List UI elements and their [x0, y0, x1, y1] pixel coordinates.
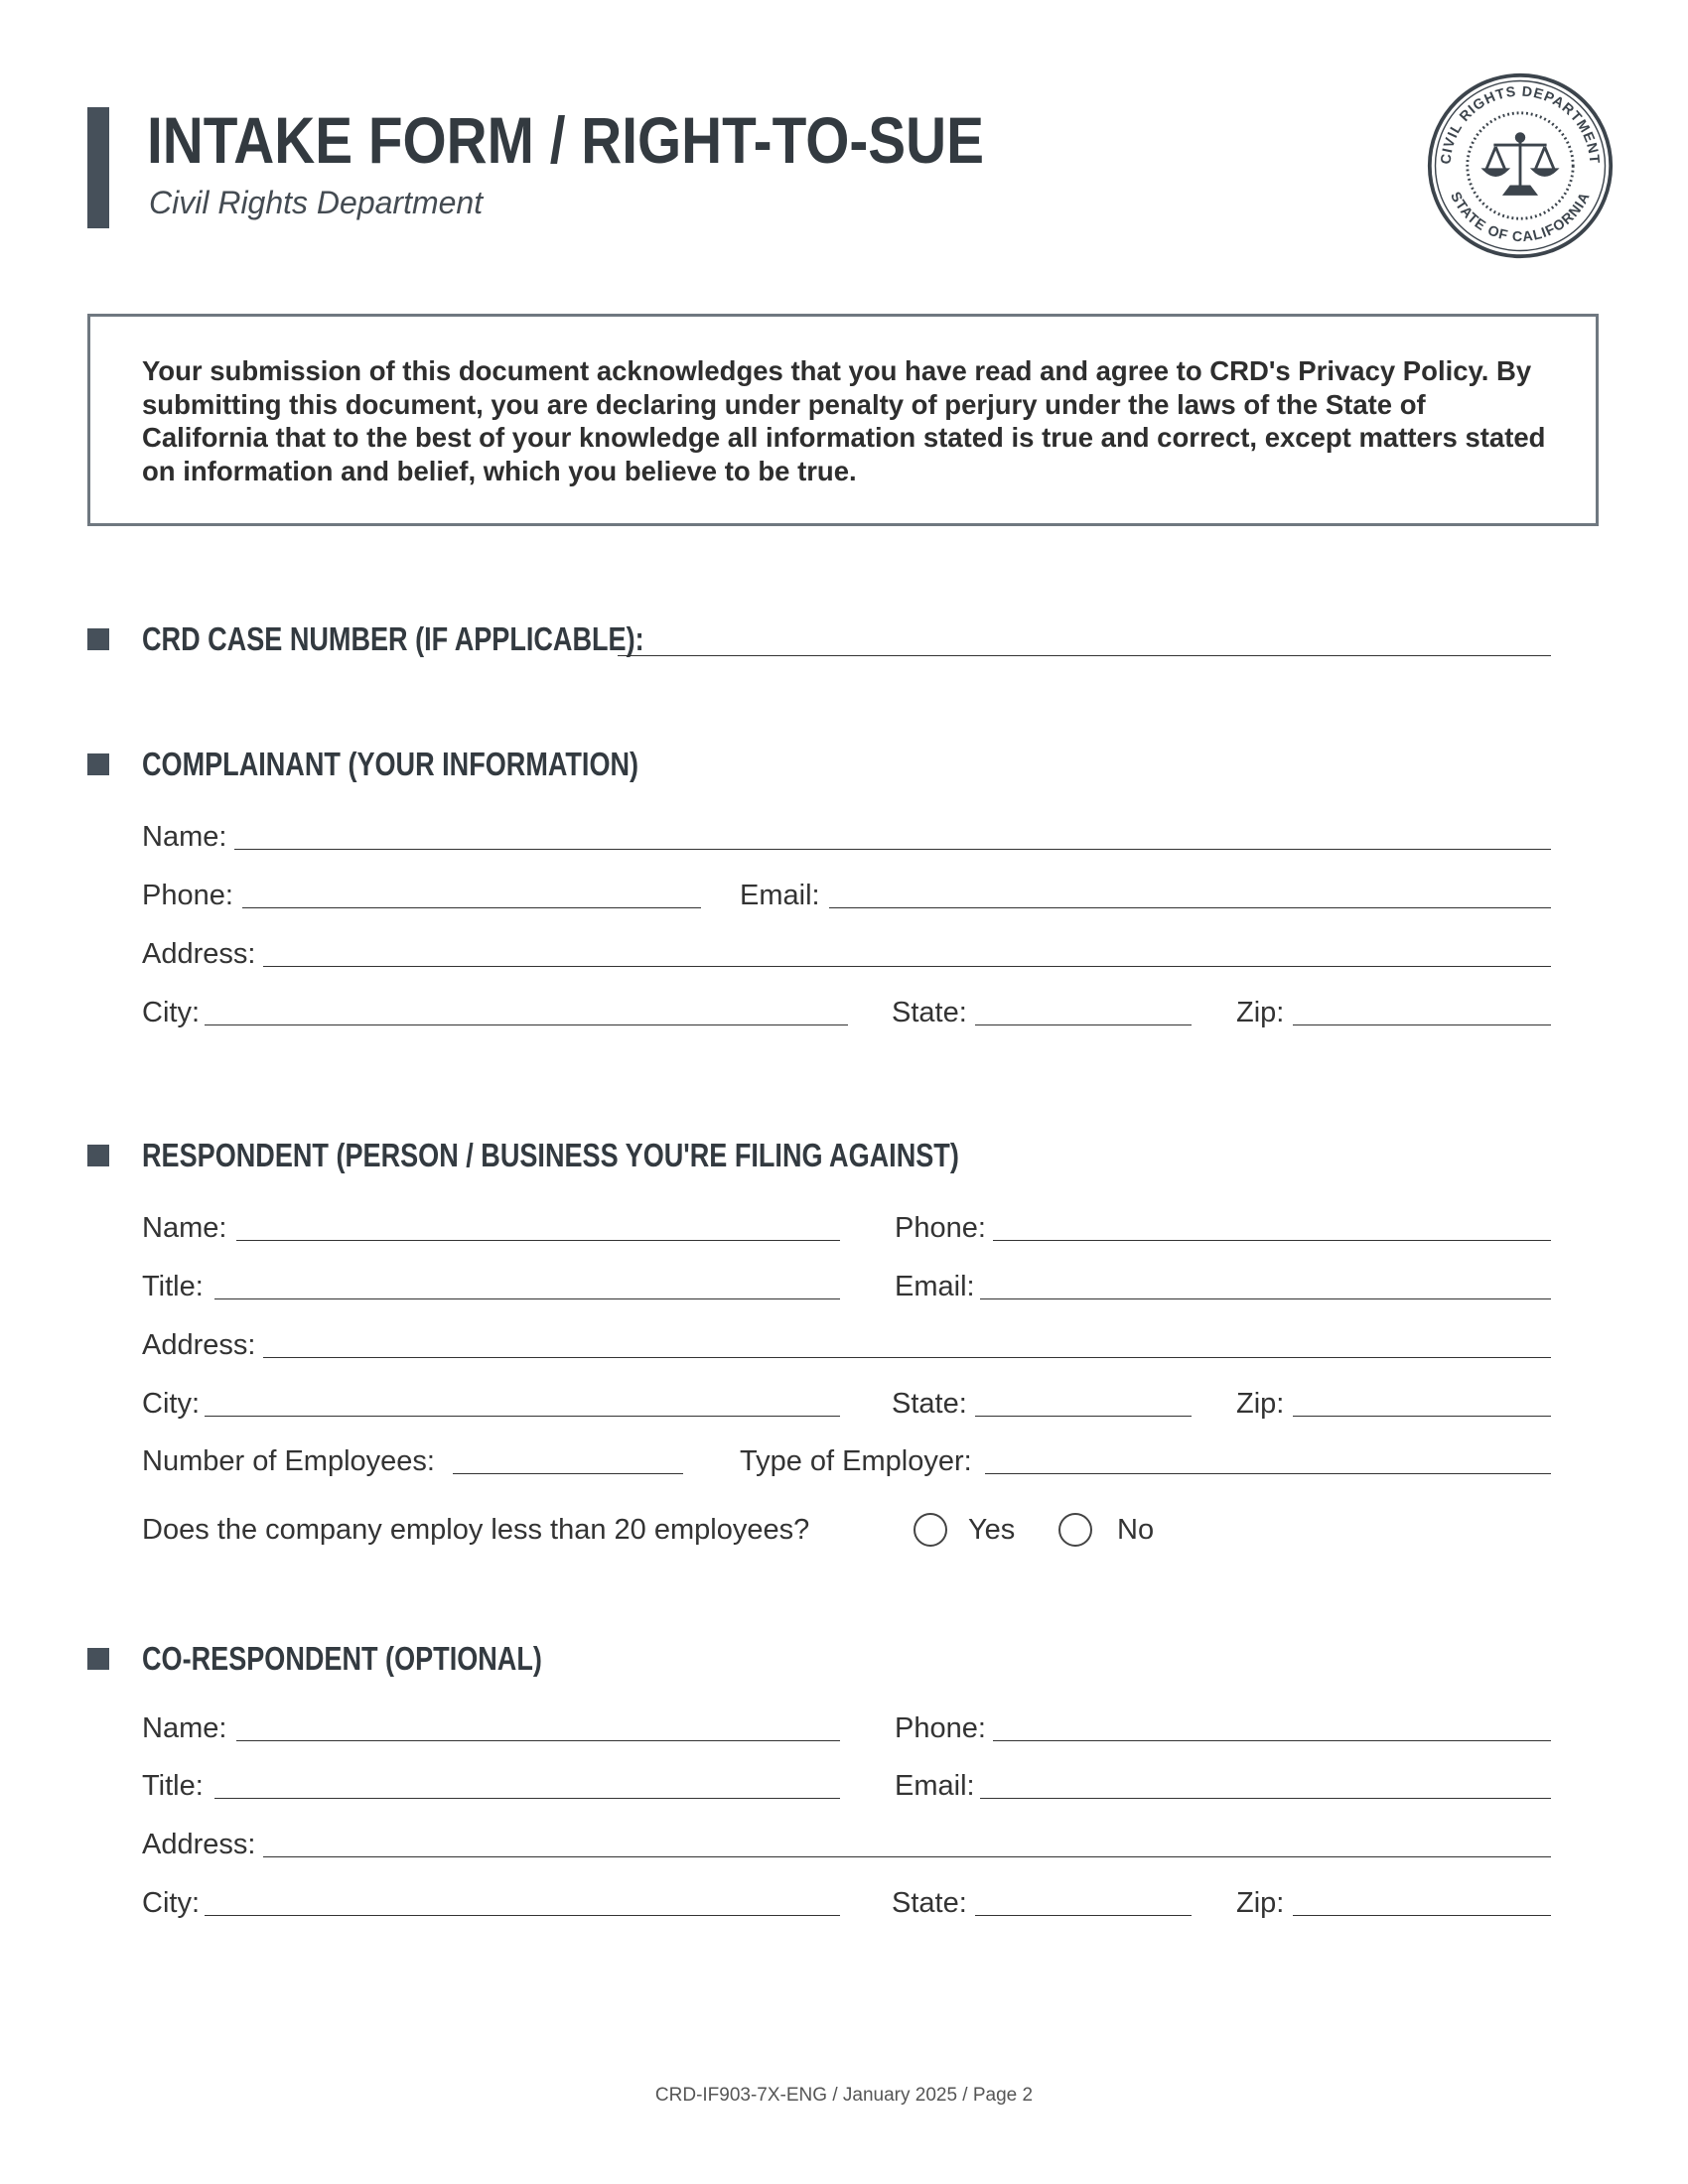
seal-top-text: CIVIL RIGHTS DEPARTMENT — [1438, 83, 1603, 166]
respondent-email-input[interactable] — [980, 1298, 1551, 1299]
seal-bottom-text: STATE OF CALIFORNIA — [1447, 189, 1594, 246]
complainant-name-input[interactable] — [234, 849, 1551, 850]
no-radio[interactable] — [1058, 1513, 1092, 1547]
header-accent-bar — [87, 107, 109, 228]
respondent-city-input[interactable] — [205, 1416, 840, 1417]
co-respondent-state-label: State: — [892, 1887, 967, 1919]
perjury-notice: Your submission of this document acknowledges that you have read and agree to CRD's Privacy Policy. By submitting this document, you are declaring under penalty of perjury under the laws of the State of California that to the best of your knowledge all information stated is true and correct, except matters stated on information and belief, which you believe to be true. — [87, 314, 1599, 526]
co-respondent-phone-label: Phone: — [895, 1712, 986, 1744]
respondent-address-label: Address: — [142, 1329, 256, 1361]
no-option-label: No — [1117, 1514, 1155, 1546]
case-number-input[interactable] — [618, 655, 1551, 656]
yes-radio[interactable] — [914, 1513, 947, 1547]
co-respondent-name-label: Name: — [142, 1712, 227, 1744]
co-respondent-city-input[interactable] — [205, 1915, 840, 1916]
respondent-zip-input[interactable] — [1293, 1416, 1551, 1417]
respondent-city-label: City: — [142, 1388, 200, 1420]
respondent-title-input[interactable] — [214, 1298, 840, 1299]
co-respondent-phone-input[interactable] — [993, 1740, 1551, 1741]
scales-of-justice-icon — [1484, 134, 1556, 195]
respondent-zip-label: Zip: — [1236, 1388, 1285, 1420]
respondent-state-input[interactable] — [975, 1416, 1192, 1417]
co-respondent-email-label: Email: — [895, 1770, 975, 1802]
page-footer: CRD-IF903-7X-ENG / January 2025 / Page 2 — [654, 2085, 1034, 2106]
complainant-phone-input[interactable] — [242, 907, 701, 908]
complainant-phone-label: Phone: — [142, 880, 233, 911]
complainant-zip-label: Zip: — [1236, 997, 1285, 1028]
respondent-title-label: Title: — [142, 1271, 204, 1302]
co-respondent-title-input[interactable] — [214, 1798, 840, 1799]
complainant-name-label: Name: — [142, 821, 227, 853]
section-marker — [87, 1145, 109, 1166]
co-respondent-zip-input[interactable] — [1293, 1915, 1551, 1916]
respondent-address-input[interactable] — [263, 1357, 1551, 1358]
complainant-zip-input[interactable] — [1293, 1024, 1551, 1025]
complainant-city-label: City: — [142, 997, 200, 1028]
co-respondent-name-input[interactable] — [236, 1740, 840, 1741]
complainant-address-label: Address: — [142, 938, 256, 970]
svg-text:STATE OF CALIFORNIA — [1447, 190, 1594, 245]
section-marker — [87, 753, 109, 775]
co-respondent-city-label: City: — [142, 1887, 200, 1919]
complainant-state-label: State: — [892, 997, 967, 1028]
complainant-heading: COMPLAINANT (YOUR INFORMATION) — [142, 746, 639, 782]
co-respondent-heading: CO-RESPONDENT (OPTIONAL) — [142, 1640, 542, 1677]
complainant-address-input[interactable] — [263, 966, 1551, 967]
employee-count-question: Does the company employ less than 20 employees? — [142, 1514, 810, 1546]
respondent-employees-input[interactable] — [453, 1473, 683, 1474]
complainant-email-label: Email: — [740, 880, 820, 911]
complainant-state-input[interactable] — [975, 1024, 1192, 1025]
respondent-phone-label: Phone: — [895, 1212, 986, 1244]
case-number-label: CRD CASE NUMBER (IF APPLICABLE): — [142, 620, 644, 657]
respondent-employer-type-label: Type of Employer: — [740, 1445, 972, 1477]
co-respondent-zip-label: Zip: — [1236, 1887, 1285, 1919]
yes-option-label: Yes — [968, 1514, 1016, 1546]
co-respondent-address-input[interactable] — [263, 1856, 1551, 1857]
co-respondent-email-input[interactable] — [980, 1798, 1551, 1799]
co-respondent-address-label: Address: — [142, 1829, 256, 1860]
respondent-employees-label: Number of Employees: — [142, 1445, 435, 1477]
co-respondent-title-label: Title: — [142, 1770, 204, 1802]
complainant-city-input[interactable] — [205, 1024, 848, 1025]
complainant-email-input[interactable] — [829, 907, 1551, 908]
respondent-name-label: Name: — [142, 1212, 227, 1244]
respondent-employer-type-input[interactable] — [985, 1473, 1551, 1474]
respondent-phone-input[interactable] — [993, 1240, 1551, 1241]
respondent-email-label: Email: — [895, 1271, 975, 1302]
respondent-name-input[interactable] — [236, 1240, 840, 1241]
page-subtitle: Civil Rights Department — [149, 185, 484, 220]
section-marker — [87, 628, 109, 650]
page-title: INTAKE FORM / RIGHT-TO-SUE — [147, 103, 984, 177]
respondent-heading: RESPONDENT (PERSON / BUSINESS YOU'RE FILING AGAINST) — [142, 1137, 959, 1173]
co-respondent-state-input[interactable] — [975, 1915, 1192, 1916]
respondent-state-label: State: — [892, 1388, 967, 1420]
department-seal — [1426, 71, 1615, 260]
section-marker — [87, 1648, 109, 1670]
